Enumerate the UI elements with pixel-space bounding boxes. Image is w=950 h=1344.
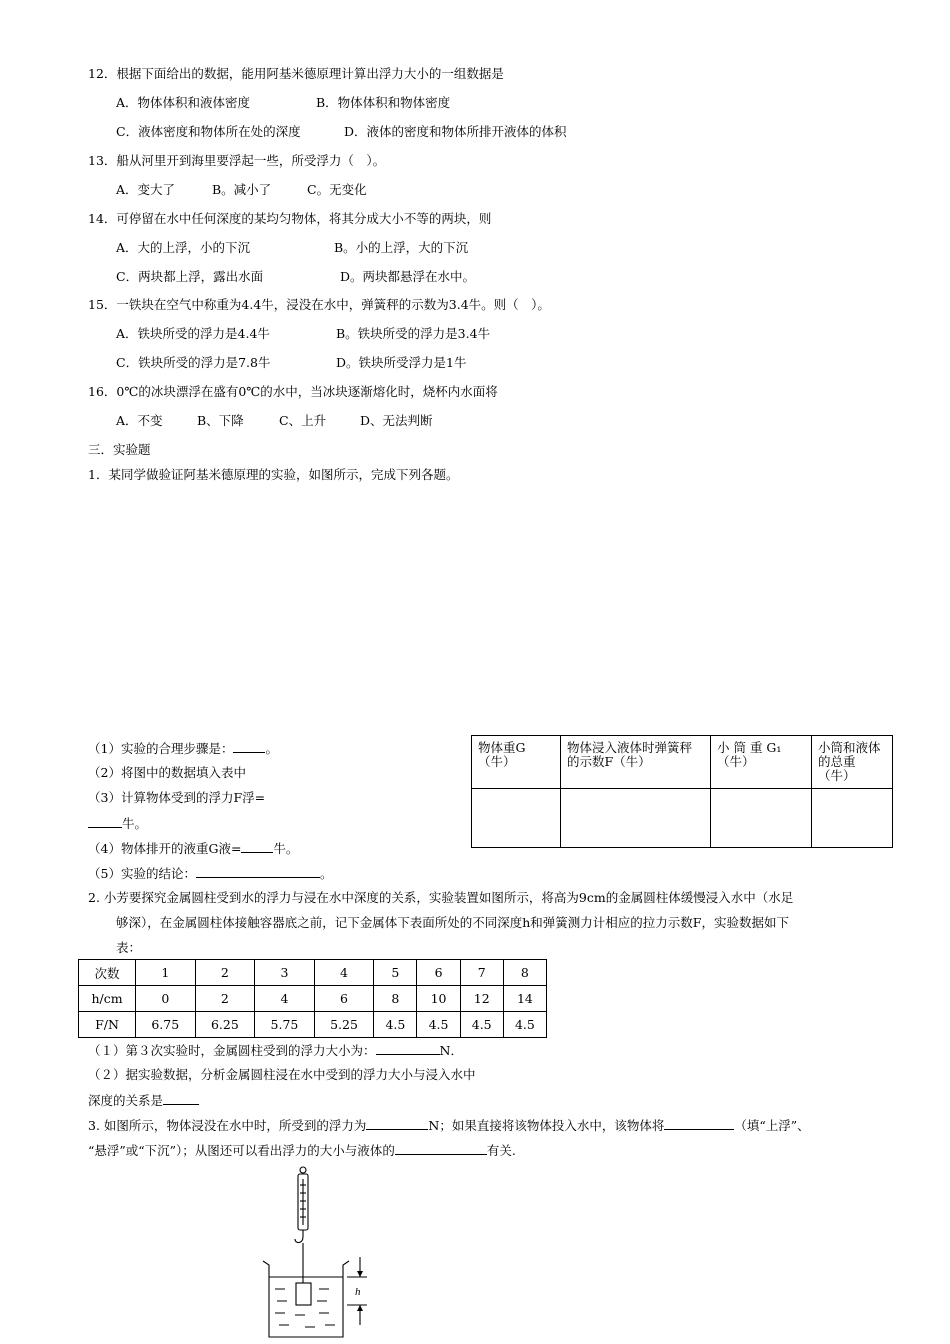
- exp3-line2: “悬浮”或“下沉”）；从图还可以看出浮力的大小与液体的 有关.: [88, 1143, 516, 1158]
- q13-option-b: B。减小了: [212, 182, 272, 197]
- cell: 6.25: [195, 1012, 255, 1038]
- exp2-stem-line3: 表：: [116, 940, 142, 955]
- cell: 4: [314, 960, 374, 986]
- q15-option-d: D。铁块所受浮力是1牛: [336, 355, 467, 370]
- q13-option-c: C。无变化: [307, 182, 367, 197]
- exp2-part2-line2: 深度的关系是: [88, 1092, 199, 1109]
- q13-option-a: A．变大了: [116, 182, 176, 197]
- cell: 4.5: [503, 1012, 546, 1038]
- q12-stem: 12．根据下面给出的数据，能用阿基米德原理计算出浮力大小的一组数据是: [88, 66, 504, 81]
- cell: 7: [460, 960, 503, 986]
- cell: 6.75: [136, 1012, 196, 1038]
- cell: 次数: [79, 960, 136, 986]
- q14-option-b: B。小的上浮，大的下沉: [334, 240, 469, 255]
- exp1-step2: （2）将图中的数据填入表中: [88, 765, 246, 780]
- cell: 8: [503, 960, 546, 986]
- cell: F/N: [79, 1012, 136, 1038]
- exp1-step1: （1）实验的合理步骤是： 。: [88, 741, 278, 756]
- exp1-step3: （3）计算物体受到的浮力F浮=: [88, 790, 266, 805]
- exp1-cell-reading[interactable]: [561, 789, 711, 848]
- q12-option-b: B．物体体积和物体密度: [316, 95, 451, 110]
- q16-option-c: C、上升: [279, 413, 327, 428]
- table-row: [79, 1012, 547, 1038]
- q15-option-c: C．铁块所受的浮力是7.8牛: [116, 355, 271, 370]
- cell: 8: [374, 986, 417, 1012]
- q16-stem: 16．0℃的冰块漂浮在盛有0℃的水中，当冰块逐渐熔化时，烧杯内水面将: [88, 384, 498, 399]
- cell: 0: [136, 986, 196, 1012]
- cell: 5: [374, 960, 417, 986]
- exp2-part1: （１）第３次实验时，金属圆柱受到的浮力大小为： N．: [88, 1043, 463, 1058]
- scale-ring: [300, 1167, 306, 1173]
- cell: 14: [503, 986, 546, 1012]
- q16-option-b: B、下降: [197, 413, 244, 428]
- q16-option-d: D、无法判断: [360, 413, 433, 428]
- exp1-table: [471, 735, 893, 848]
- cell: 5.25: [314, 1012, 374, 1038]
- cell: 2: [195, 986, 255, 1012]
- cell: 1: [136, 960, 196, 986]
- q15-option-b: B。铁块所受的浮力是3.4牛: [336, 326, 491, 341]
- cell: 3: [255, 960, 315, 986]
- exp3-line1: 3. 如图所示，物体浸没在水中时，所受到的浮力为 N；如果直接将该物体投入水中，该物体将 （填“上浮”、: [88, 1118, 810, 1133]
- section-heading: 三．实验题: [88, 442, 151, 457]
- exp2-stem-line1: 2. 小芳要探究金属圆柱受到水的浮力与浸在水中深度的关系，实验装置如图所示，将高为9cm的金属圆柱体缓慢浸入水中（水足: [88, 890, 794, 905]
- exp2-data-table: [78, 959, 547, 1038]
- exp1-step5: （5）实验的结论： 。: [88, 866, 333, 881]
- q12-option-a: A．物体体积和液体密度: [116, 95, 251, 110]
- cell: 4: [255, 986, 315, 1012]
- q15-option-a: A．铁块所受的浮力是4.4牛: [116, 326, 270, 341]
- q14-option-c: C．两块都上浮，露出水面: [116, 269, 264, 284]
- q12-option-c: C．液体密度和物体所在处的深度: [116, 124, 301, 139]
- q14-stem: 14．可停留在水中任何深度的某均匀物体，将其分成大小不等的两块，则: [88, 211, 492, 226]
- table-row: [79, 960, 547, 986]
- exp2-part2-line1: （２）据实验数据，分析金属圆柱浸在水中受到的浮力大小与浸入水中: [88, 1067, 476, 1082]
- cell: 4.5: [374, 1012, 417, 1038]
- cell: 12: [460, 986, 503, 1012]
- spring-scale-beaker-figure: [255, 1165, 385, 1344]
- cell: 2: [195, 960, 255, 986]
- cell: 4.5: [417, 1012, 460, 1038]
- q14-option-d: D。两块都悬浮在水中。: [340, 269, 476, 284]
- cell: 6: [417, 960, 460, 986]
- exp1-header-total: 小筒和液体的总重（牛）: [812, 736, 893, 789]
- cell: 10: [417, 986, 460, 1012]
- exp1-cell-weight[interactable]: [472, 789, 561, 848]
- cell: 5.75: [255, 1012, 315, 1038]
- scale-hook: [295, 1237, 303, 1243]
- exp1-stem: 1．某同学做验证阿基米德原理的实验，如图所示，完成下列各题。: [88, 467, 459, 482]
- exp1-header-reading: 物体浸入液体时弹簧秤的示数F（牛）: [561, 736, 711, 789]
- exp1-step4: （4）物体排开的液重G液= 牛。: [88, 841, 299, 856]
- exp1-step3-answer: 牛。: [88, 815, 147, 832]
- h-label: h: [355, 1286, 361, 1298]
- q16-option-a: A．不变: [116, 413, 163, 428]
- q13-stem: 13．船从河里开到海里要浮起一些，所受浮力（ ）。: [88, 153, 386, 168]
- exp1-cell-total[interactable]: [812, 789, 893, 848]
- exp1-cell-cup[interactable]: [711, 789, 812, 848]
- exp1-header-cup: 小 筒 重 G₁（牛）: [711, 736, 812, 789]
- q14-option-a: A．大的上浮，小的下沉: [116, 240, 251, 255]
- metal-cylinder: [296, 1283, 311, 1305]
- cell: h/cm: [79, 986, 136, 1012]
- cell: 6: [314, 986, 374, 1012]
- q12-option-d: D．液体的密度和物体所排开液体的体积: [344, 124, 567, 139]
- cell: 4.5: [460, 1012, 503, 1038]
- exp1-header-weight: 物体重G（牛）: [472, 736, 561, 789]
- exp2-stem-line2: 够深），在金属圆柱体接触容器底之前，记下金属体下表面所处的不同深度h和弹簧测力计相应的拉力示数F，实验数据如下: [116, 915, 789, 930]
- table-row: [79, 986, 547, 1012]
- q15-stem: 15．一铁块在空气中称重为4.4牛，浸没在水中，弹簧秤的示数为3.4牛。则（ ）。: [88, 297, 550, 312]
